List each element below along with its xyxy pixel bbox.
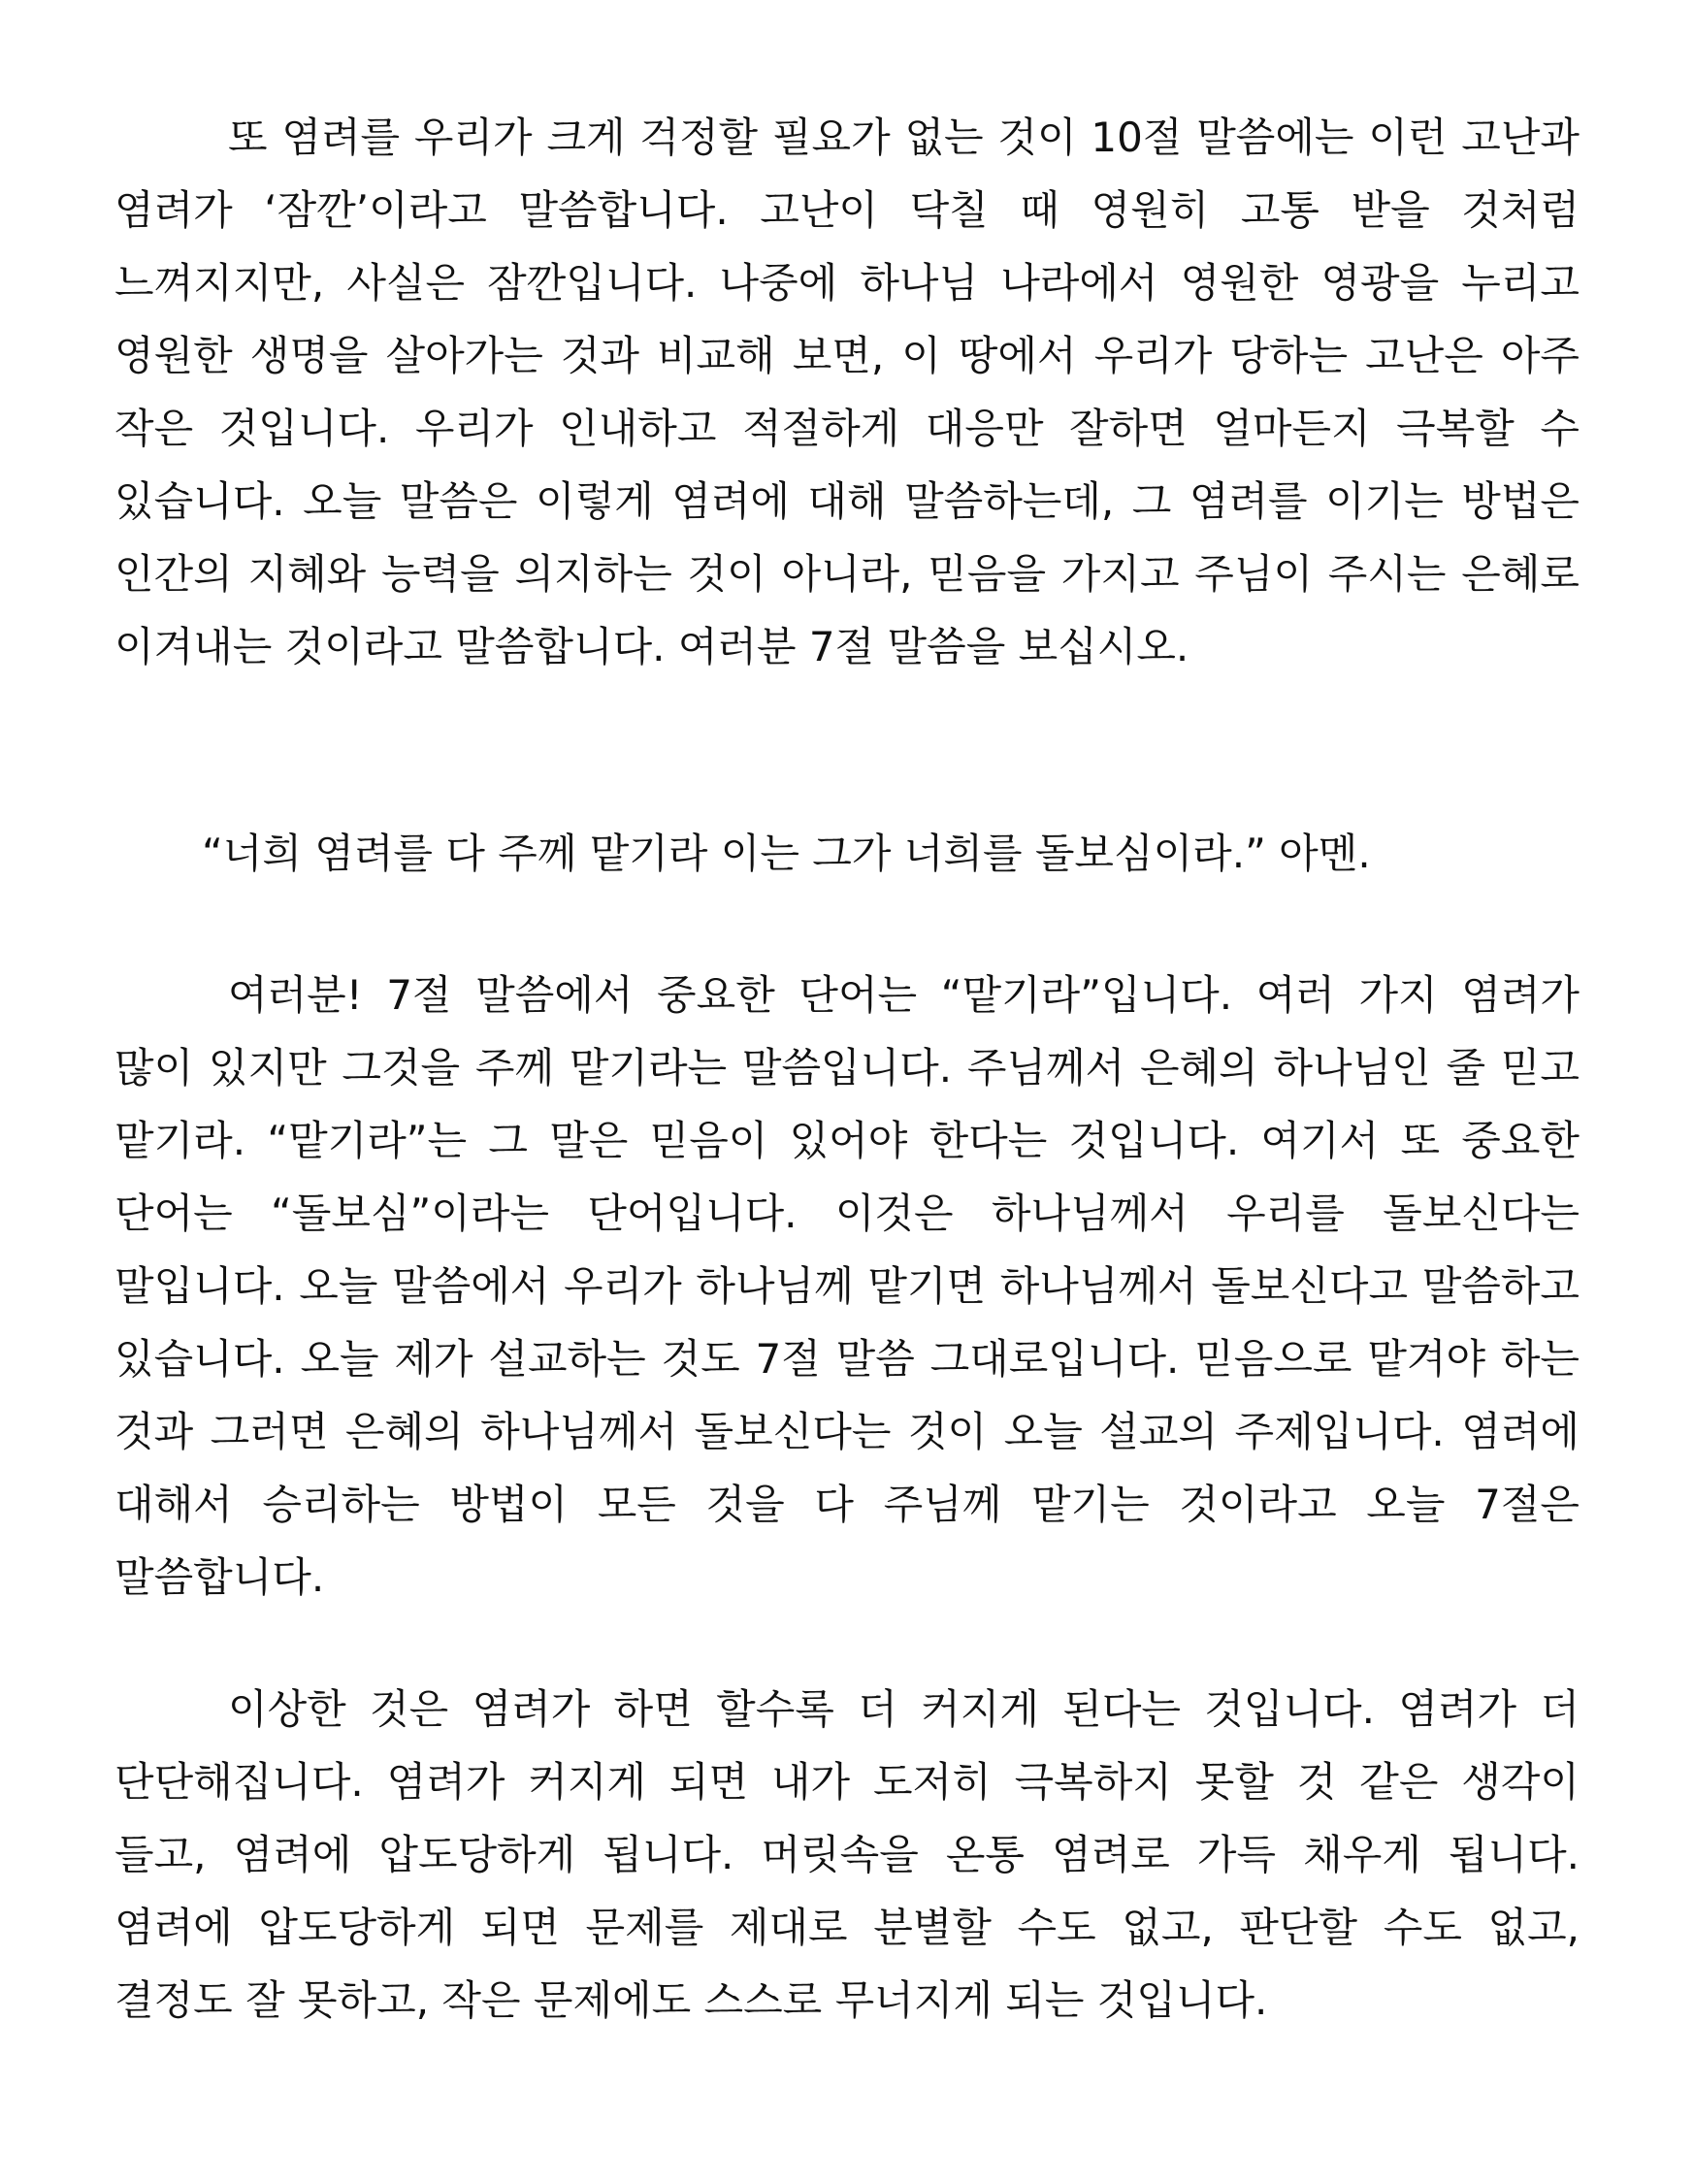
paragraph: 또 염려를 우리가 크게 걱정할 필요가 없는 것이 10절 말씀에는 이런 고난과 염려가 ‘잠깐’이라고 말씀합니다. 고난이 닥칠 때 영원히 고통 받을 것처럼 느껴지지만, 사실은 잠깐입니다. 나중에 하나님 나라에서 영원한 영광을 누리고 영원한 생명을 살아가는 것과 비교해 보면, 이 땅에서 우리가 당하는 고난은 아주 작은 것입니다. 우리가 인내하고 적절하게 대응만 잘하면 얼마든지 극복할 수 있습니다. 오늘 말씀은 이렇게 염려에 대해 말씀하는데, 그 염려를 이기는 방법은 인간의 지혜와 능력을 의지하는 것이 아니라, 믿음을 가지고 주님이 주시는 은혜로 이겨내는 것이라고 말씀합니다. 여러분 7절 말씀을 보십시오. [114, 114, 1580, 670]
paragraph: 이상한 것은 염려가 하면 할수록 더 커지게 된다는 것입니다. 염려가 더 단단해집니다. 염려가 커지게 되면 내가 도저히 극복하지 못할 것 같은 생각이 들고, 염려에 압도당하게 됩니다. 머릿속을 온통 염려로 가득 채우게 됩니다. 염려에 압도당하게 되면 문제를 제대로 분별할 수도 없고, 판단할 수도 없고, 결정도 잘 못하고, 작은 문제에도 스스로 무너지게 되는 것입니다. [114, 1685, 1580, 2024]
scripture-quote: “너희 염려를 다 주께 맡기라 이는 그가 너희를 돌보심이라.” 아멘. [202, 830, 1371, 877]
paragraph: 여러분! 7절 말씀에서 중요한 단어는 “맡기라”입니다. 여러 가지 염려가 많이 있지만 그것을 주께 맡기라는 말씀입니다. 주님께서 은혜의 하나님인 줄 믿고 맡기라. “맡기라”는 그 말은 믿음이 있어야 한다는 것입니다. 여기서 또 중요한 단어는 “돌보심”이라는 단어입니다. 이것은 하나님께서 우리를 돌보신다는 말입니다. 오늘 말씀에서 우리가 하나님께 맡기면 하나님께서 돌보신다고 말씀하고 있습니다. 오늘 제가 설교하는 것도 7절 말씀 그대로입니다. 믿음으로 맡겨야 하는 것과 그러면 은혜의 하나님께서 돌보신다는 것이 오늘 설교의 주제입니다. 염려에 대해서 승리하는 방법이 모든 것을 다 주님께 맡기는 것이라고 오늘 7절은 말씀합니다. [114, 971, 1580, 1601]
